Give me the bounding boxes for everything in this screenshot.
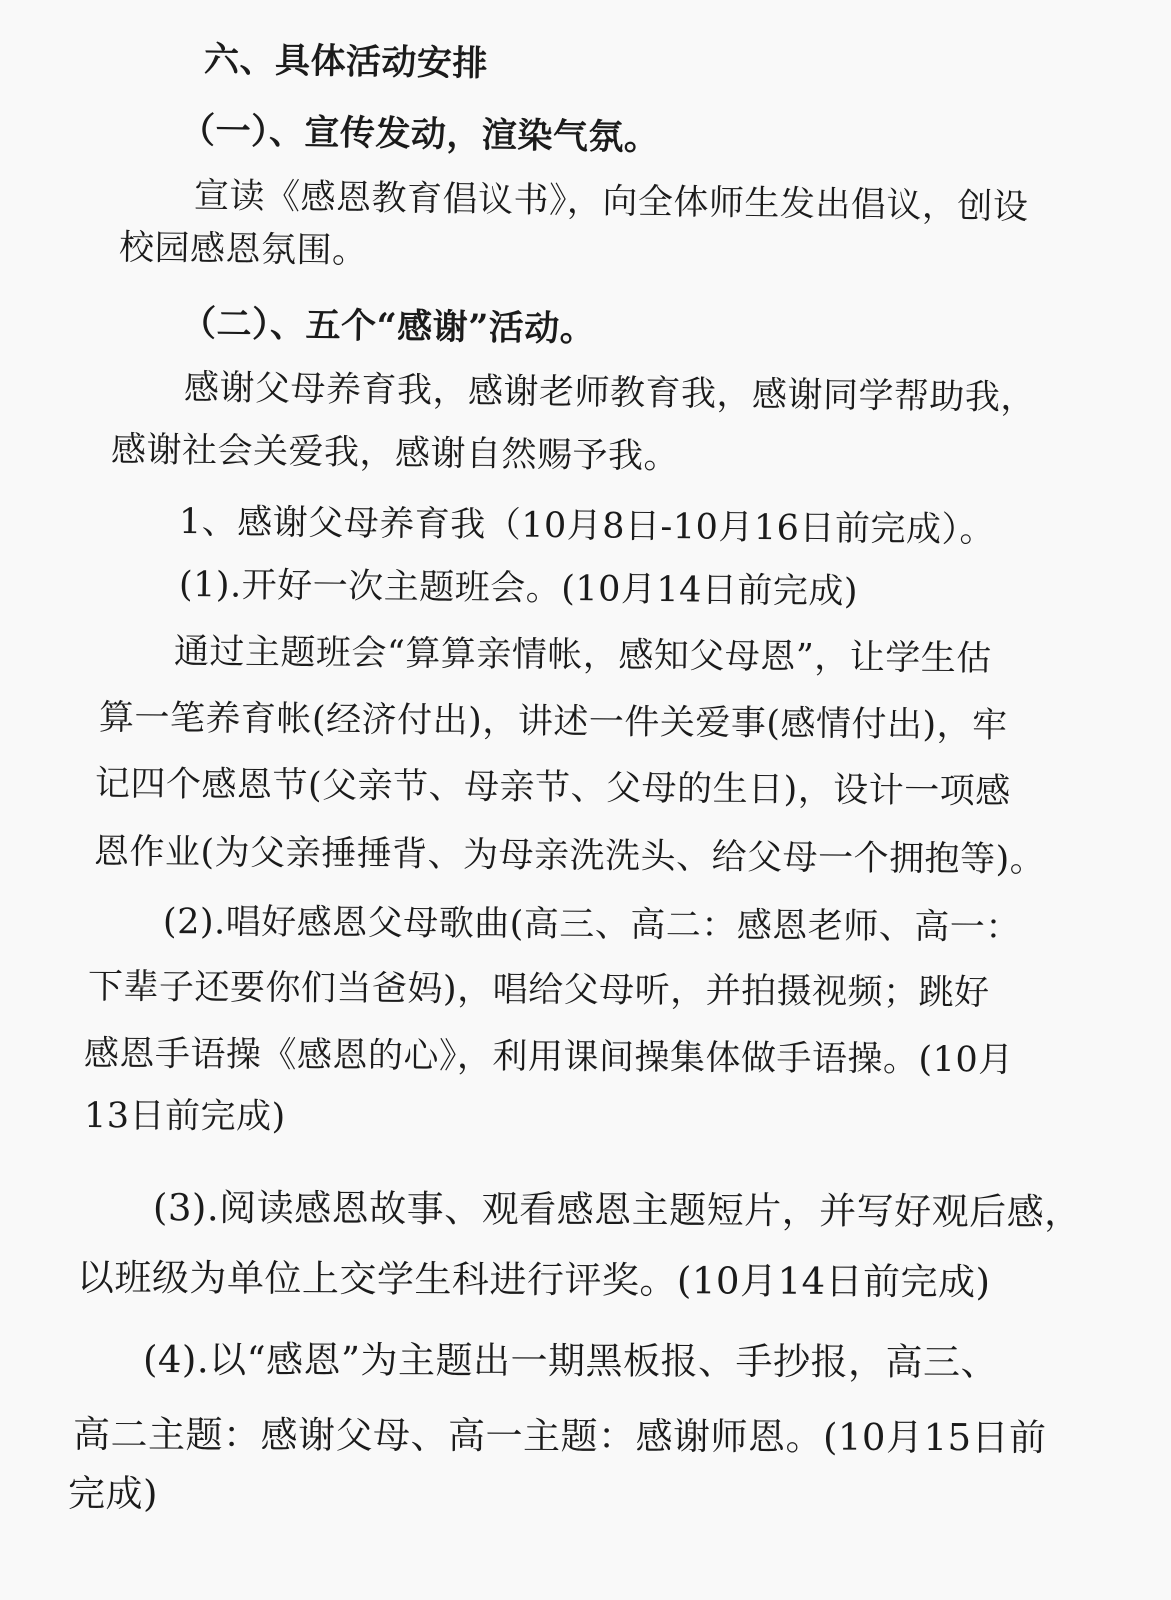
paragraph-line: 算一笔养育帐(经济付出)，讲述一件关爱事(感情付出)，牢 (98, 698, 1008, 746)
paragraph-line: 以班级为单位上交学生科进行评奖。(10月14日前完成) (76, 1256, 991, 1304)
section-heading: 六、具体活动安排 (203, 39, 489, 85)
paragraph-line: 恩作业(为父亲捶捶背、为母亲洗洗头、给父母一个拥抱等)。 (93, 832, 1046, 881)
activity-subitem: (4).以“感恩”为主题出一期黑板报、手抄报，高三、 (142, 1338, 999, 1384)
paragraph-line: 下辈子还要你们当爸妈)，唱给父母听，并拍摄视频；跳好 (87, 967, 990, 1014)
activity-subitem: (2).唱好感恩父母歌曲(高三、高二：感恩老师、高一： (162, 902, 1021, 948)
paragraph-line: 通过主题班会“算算亲情帐，感知父母恩”，让学生估 (173, 632, 992, 680)
paragraph-line: 记四个感恩节(父亲节、母亲节、父母的生日)，设计一项感 (94, 764, 1011, 812)
paragraph-line: 完成) (67, 1472, 159, 1516)
subsection-heading-2: （二）、五个“感谢”活动。 (180, 303, 596, 350)
activity-subitem: (3).阅读感恩故事、观看感恩主题短片，并写好观后感， (152, 1186, 1082, 1234)
paragraph-line: 校园感恩氛围。 (118, 228, 368, 272)
paragraph-line: 感恩手语操《感恩的心》，利用课间操集体做手语操。(10月 (83, 1034, 1014, 1081)
paragraph-line: 感谢社会关爱我，感谢自然赐予我。 (110, 430, 680, 477)
paragraph-line: 宣读《感恩教育倡议书》，向全体师生发出倡议，创设 (193, 176, 1029, 228)
subsection-heading-1: （一）、宣传发动，渲染气氛。 (179, 110, 660, 159)
activity-subitem: (1).开好一次主题班会。(10月14日前完成) (178, 565, 859, 613)
activity-item-heading: 1、感谢父母养育我（10月8日-10月16日前完成）。 (178, 502, 996, 551)
paragraph-line: 13日前完成) (83, 1096, 286, 1138)
paragraph-line: 高二主题：感谢父母、高一主题：感谢师恩。(10月15日前 (72, 1413, 1047, 1460)
paragraph-line: 感谢父母养育我，感谢老师教育我，感谢同学帮助我， (183, 368, 1037, 419)
